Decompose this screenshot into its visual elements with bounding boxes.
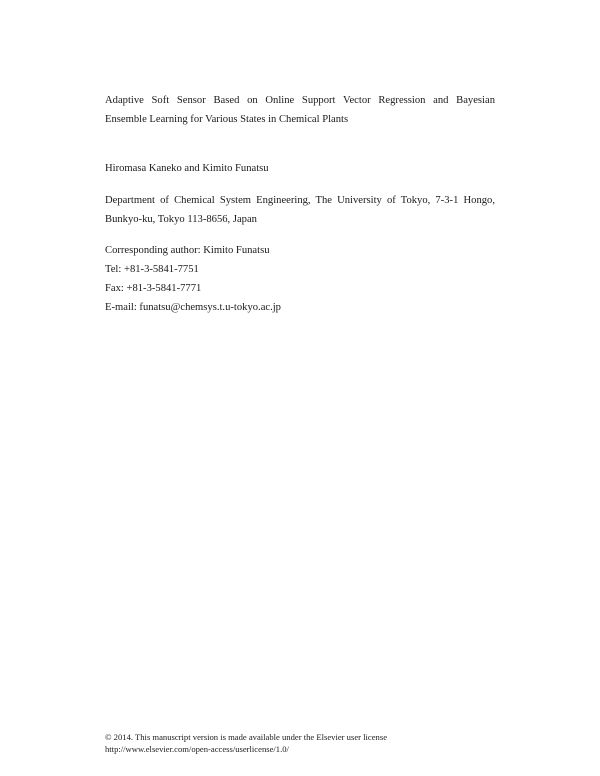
affiliation [105, 191, 495, 229]
paper-title [105, 91, 495, 129]
email: E-mail: funatsu@chemsys.t.u-tokyo.ac.jp [105, 302, 281, 313]
paper-title-line-2: Ensemble Learning for Various States in Chemical Plants [105, 114, 349, 125]
license-url: http://www.elsevier.com/open-access/userlicense/1.0/ [105, 744, 289, 754]
fax: Fax: +81-3-5841-7771 [105, 283, 202, 294]
license-text: © 2014. This manuscript version is made available under the Elsevier user license [105, 732, 388, 742]
corresponding-author: Corresponding author: Kimito Funatsu [105, 245, 270, 256]
license-footer [105, 731, 525, 755]
paper-title-line-1: Adaptive Soft Sensor Based on Online Support Vector Regression and Bayesian [105, 95, 495, 106]
telephone: Tel: +81-3-5841-7751 [105, 264, 199, 275]
affiliation-line-2: Bunkyo-ku, Tokyo 113-8656, Japan [105, 214, 257, 225]
author-list: Hiromasa Kaneko and Kimito Funatsu [105, 163, 269, 174]
affiliation-line-1: Department of Chemical System Engineering, The University of Tokyo, 7-3-1 Hongo, [105, 195, 495, 206]
contact-info [105, 241, 495, 317]
